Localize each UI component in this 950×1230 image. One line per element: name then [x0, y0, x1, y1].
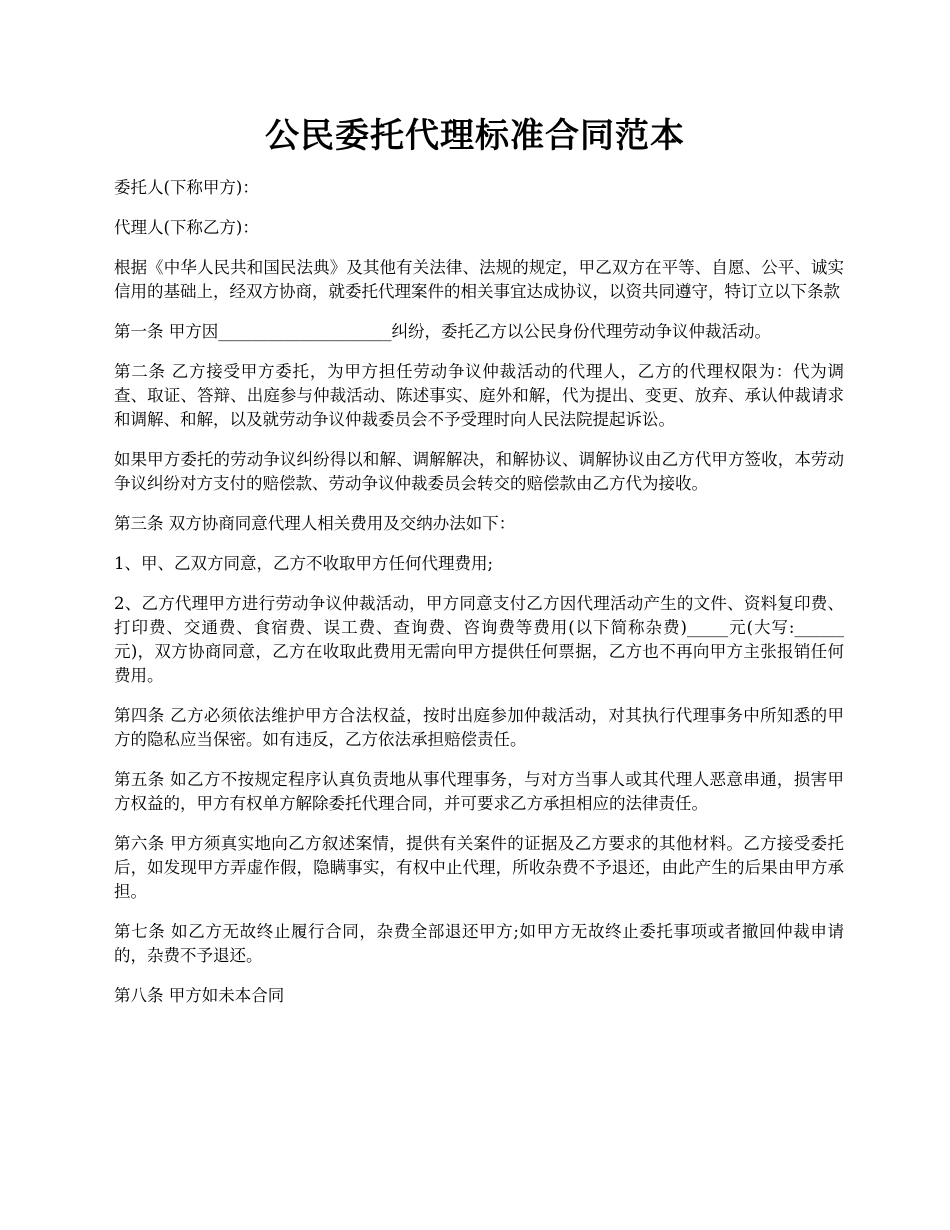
- clause-article-3: 第三条 双方协商同意代理人相关费用及交纳办法如下：: [114, 514, 516, 533]
- clause-article-7: 第七条 如乙方无故终止履行合同，杂费全部退还甲方;如甲方无故终止委托事项或者撤回仲裁申请的，杂费不予退还。: [114, 922, 844, 965]
- clause-article-3-item-2: 2、乙方代理甲方进行劳动争议仲裁活动，甲方同意支付乙方因代理活动产生的文件、资料复印费、打印费、交通费、食宿费、误工费、查询费、咨询费等费用(以下简称杂费)_____元(大写:______元)，双方协商同意，乙方在收取此费用无需向甲方提供任何票据，乙方也不再向甲方主张报销任何费用。: [114, 594, 844, 685]
- clause-article-2-settlement: 如果甲方委托的劳动争议纠纷得以和解、调解解决，和解协议、调解协议由乙方代甲方签收，本劳动争议纠纷对方支付的赔偿款、劳动争议仲裁委员会转交的赔偿款由乙方代为接收。: [114, 450, 844, 493]
- clause-article-5: 第五条 如乙方不按规定程序认真负责地从事代理事务，与对方当事人或其代理人恶意串通，损害甲方权益的，甲方有权单方解除委托代理合同，并可要求乙方承担相应的法律责任。: [114, 770, 844, 813]
- document-body: [114, 176, 844, 1024]
- clause-article-2: 第二条 乙方接受甲方委托，为甲方担任劳动争议仲裁活动的代理人，乙方的代理权限为：代为调查、取证、答辩、出庭参与仲裁活动、陈述事实、庭外和解，代为提出、变更、放弃、承认仲裁请求和调解、和解，以及就劳动争议仲裁委员会不予受理时向人民法院提起诉讼。: [114, 362, 844, 429]
- clause-principal: 委托人(下称甲方)：: [114, 178, 259, 197]
- clause-article-3-item-1: 1、甲、乙双方同意，乙方不收取甲方任何代理费用;: [114, 554, 494, 573]
- clause-article-6: 第六条 甲方须真实地向乙方叙述案情，提供有关案件的证据及乙方要求的其他材料。乙方接受委托后，如发现甲方弄虚作假，隐瞒事实，有权中止代理，所收杂费不予退还，由此产生的后果由甲方承担。: [114, 834, 844, 901]
- clause-article-4: 第四条 乙方必须依法维护甲方合法权益，按时出庭参加仲裁活动，对其执行代理事务中所知悉的甲方的隐私应当保密。如有违反，乙方依法承担赔偿责任。: [114, 706, 844, 749]
- clause-preamble: 根据《中华人民共和国民法典》及其他有关法律、法规的规定，甲乙双方在平等、自愿、公平、诚实信用的基础上，经双方协商，就委托代理案件的相关事宜达成协议，以资共同遵守，特订立以下条款: [114, 258, 844, 301]
- clause-article-1: 第一条 甲方因_____________________纠纷，委托乙方以公民身份代理劳动争议仲裁活动。: [114, 322, 771, 341]
- clause-agent: 代理人(下称乙方)：: [114, 218, 259, 237]
- document-title: 公民委托代理标准合同范本: [265, 116, 685, 156]
- clause-article-8: 第八条 甲方如未本合同: [114, 986, 285, 1005]
